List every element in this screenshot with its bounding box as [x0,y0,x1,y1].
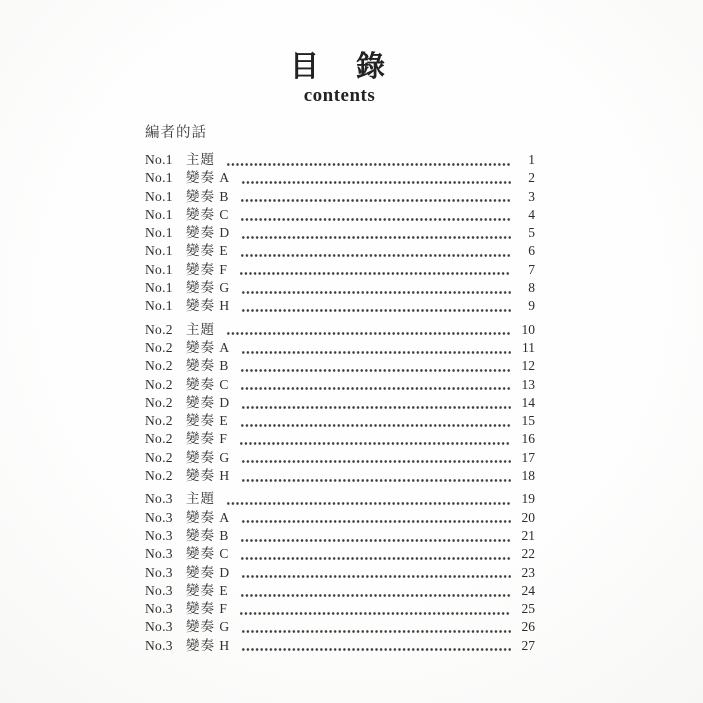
leader-dots [239,430,511,448]
toc-row [145,297,535,315]
toc-entry-page: 14 [521,394,535,410]
leader-dots [241,224,511,242]
toc-section [145,151,535,316]
leader-dots [241,169,511,187]
leader-dots [239,261,511,279]
toc-entry-label: 變奏 A [186,339,231,355]
toc-entry-label: 變奏 F [186,261,228,277]
toc-entry-label: 變奏 A [186,509,231,525]
preface-heading: 編者的話 [145,125,207,141]
toc-entry-page: 3 [528,188,535,204]
leader-dots [240,206,511,224]
leader-dots [239,600,511,618]
toc-entry-page: 12 [521,358,535,374]
toc-entry-page: 20 [521,509,535,525]
toc-entry-page: 16 [521,431,535,447]
toc-entry-no: No.2 [145,431,173,447]
toc-row [145,357,535,375]
toc-entry-no: No.3 [145,582,173,598]
toc-entry-label: 變奏 B [186,527,230,543]
toc-row [145,637,535,655]
toc-entry-no: No.2 [145,413,173,429]
toc-row [145,582,535,600]
toc-entry-page: 10 [521,321,535,337]
toc-entry-no: No.1 [145,298,173,314]
toc-entry-label: 變奏 C [186,546,230,562]
toc-row [145,490,535,508]
toc-entry-no: No.2 [145,394,173,410]
toc-row [145,394,535,412]
toc-entry-label: 主題 [186,491,215,507]
toc-entry-label: 變奏 B [186,188,230,204]
toc-entry-label: 變奏 E [186,243,229,259]
toc-row [145,261,535,279]
toc-entry-page: 24 [521,582,535,598]
toc-entry-page: 6 [528,243,535,259]
page-title: 目 錄 [289,49,389,83]
toc-entry-page: 8 [528,280,535,296]
toc-entry-label: 變奏 D [186,564,231,580]
toc-entry-label: 變奏 H [186,298,231,314]
toc-entry-no: No.3 [145,619,173,635]
toc-row [145,545,535,563]
toc-entry-no: No.3 [145,637,173,653]
toc-entry-page: 9 [528,298,535,314]
toc-entry-label: 主題 [186,321,215,337]
toc-entry-page: 21 [521,527,535,543]
leader-dots [241,394,511,412]
toc-entry-page: 27 [521,637,535,653]
toc-entry-no: No.1 [145,170,173,186]
toc-entry-label: 變奏 C [186,206,230,222]
toc-entry-page: 2 [528,170,535,186]
toc-entry-no: No.1 [145,225,173,241]
toc-row [145,279,535,297]
toc-entry-label: 變奏 B [186,358,230,374]
toc-entry-no: No.1 [145,261,173,277]
toc-content [145,125,535,655]
leader-dots [241,339,511,357]
toc-row [145,188,535,206]
toc-row [145,412,535,430]
toc-entry-page: 18 [521,468,535,484]
toc-entry-no: No.2 [145,339,173,355]
leader-dots [240,188,511,206]
leader-dots [240,357,511,375]
leader-dots [241,618,511,636]
toc-row [145,600,535,618]
toc-row [145,242,535,260]
toc-entry-no: No.2 [145,449,173,465]
toc-entry-no: No.1 [145,206,173,222]
toc-section [145,490,535,655]
toc-entry-label: 變奏 G [186,619,231,635]
toc-entry-label: 變奏 F [186,431,228,447]
leader-dots [240,545,511,563]
toc-entry-label: 變奏 E [186,413,229,429]
toc-entry-page: 13 [521,376,535,392]
toc-row [145,430,535,448]
toc-entry-label: 變奏 E [186,582,229,598]
toc-row [145,321,535,339]
leader-dots [241,509,511,527]
toc-list [145,151,535,655]
toc-row [145,564,535,582]
toc-row [145,509,535,527]
toc-row [145,169,535,187]
leader-dots [241,449,511,467]
toc-row [145,224,535,242]
toc-entry-label: 主題 [186,152,215,167]
leader-dots [241,637,511,655]
toc-entry-page: 5 [528,225,535,241]
toc-entry-no: No.2 [145,358,173,374]
leader-dots [240,412,511,430]
toc-row [145,339,535,357]
toc-entry-no: No.1 [145,243,173,259]
toc-entry-no: No.3 [145,527,173,543]
toc-entry-no: No.3 [145,491,173,507]
toc-entry-label: 變奏 C [186,376,230,392]
toc-entry-page: 15 [521,413,535,429]
toc-entry-page: 23 [521,564,535,580]
toc-row [145,151,535,169]
toc-entry-no: No.3 [145,601,173,617]
title-block [145,0,534,107]
leader-dots [241,564,511,582]
toc-entry-no: No.2 [145,376,173,392]
toc-entry-label: 變奏 G [186,280,231,296]
toc-entry-page: 7 [528,261,535,277]
toc-entry-label: 變奏 G [186,449,231,465]
toc-entry-no: No.3 [145,546,173,562]
page-subtitle: contents [303,85,376,106]
leader-dots [226,490,511,508]
toc-row [145,527,535,545]
toc-entry-no: No.2 [145,321,173,337]
toc-entry-page: 19 [521,491,535,507]
toc-entry-page: 11 [522,339,535,355]
toc-entry-no: No.3 [145,564,173,580]
toc-row [145,206,535,224]
toc-entry-no: No.3 [145,509,173,525]
leader-dots [240,376,511,394]
toc-entry-label: 變奏 H [186,637,231,653]
toc-row [145,467,535,485]
leader-dots [240,527,511,545]
toc-entry-page: 4 [528,206,535,222]
toc-entry-label: 變奏 D [186,225,231,241]
toc-entry-no: No.1 [145,188,173,204]
toc-entry-label: 變奏 F [186,601,228,617]
toc-row [145,376,535,394]
toc-entry-page: 25 [521,601,535,617]
toc-row [145,449,535,467]
toc-section [145,321,535,486]
toc-entry-page: 22 [521,546,535,562]
toc-entry-page: 1 [528,152,535,167]
toc-entry-page: 26 [521,619,535,635]
leader-dots [240,242,511,260]
toc-entry-no: No.1 [145,152,173,167]
toc-entry-no: No.1 [145,280,173,296]
leader-dots [241,467,511,485]
toc-entry-label: 變奏 A [186,170,231,186]
leader-dots [241,279,511,297]
toc-entry-page: 17 [521,449,535,465]
leader-dots [226,321,511,339]
toc-entry-no: No.2 [145,468,173,484]
toc-entry-label: 變奏 H [186,468,231,484]
leader-dots [226,151,511,169]
leader-dots [241,297,511,315]
toc-row [145,618,535,636]
leader-dots [240,582,511,600]
toc-entry-label: 變奏 D [186,394,231,410]
